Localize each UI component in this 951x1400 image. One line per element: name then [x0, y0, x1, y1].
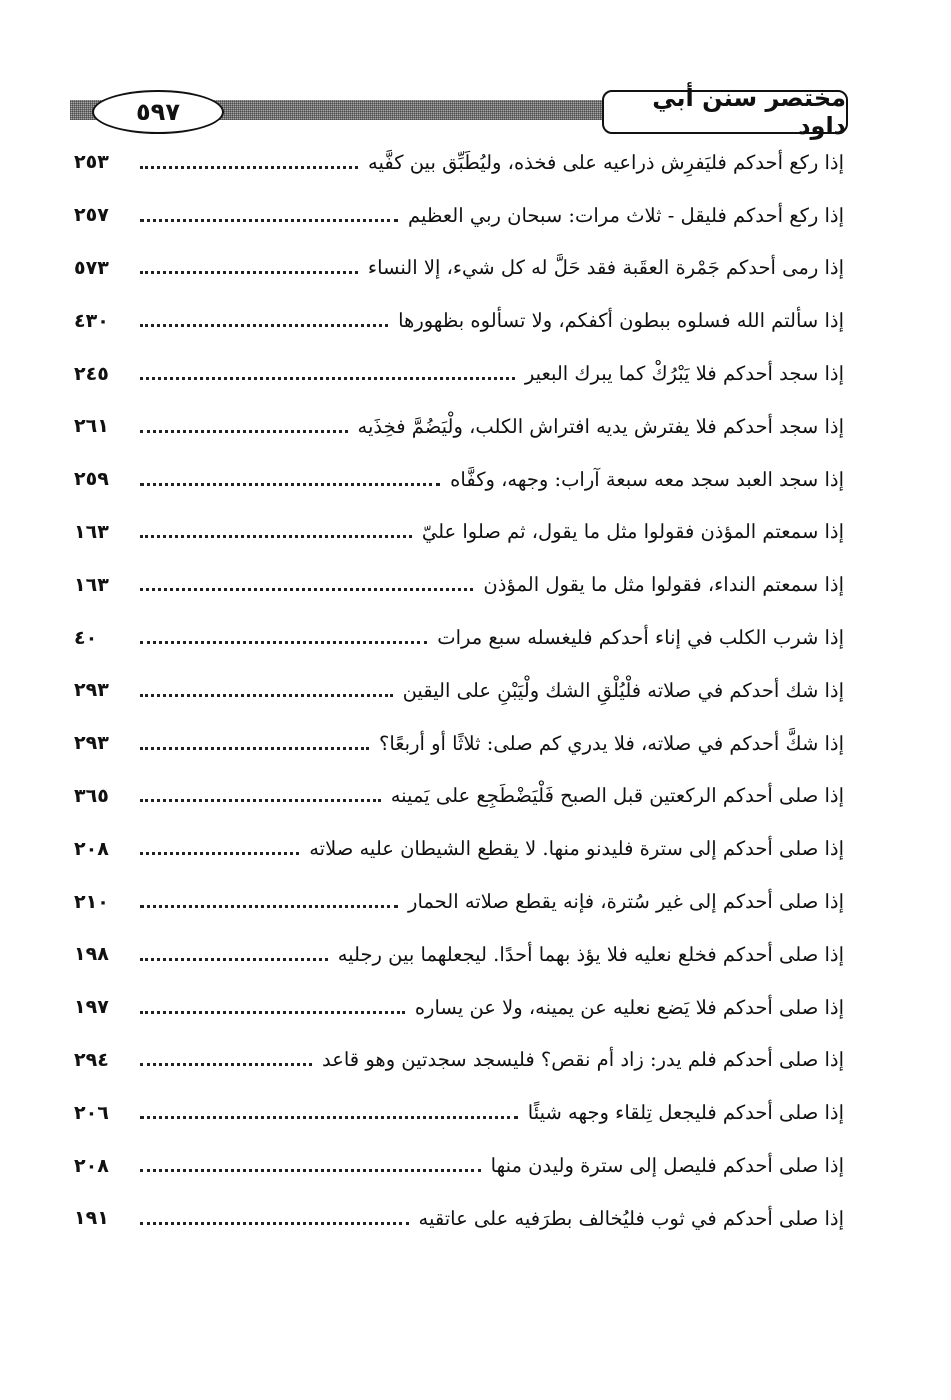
entry-text: إذا صلى أحدكم فليصل إلى سترة وليدن منها — [490, 1154, 844, 1178]
index-entry — [74, 611, 844, 664]
entry-page-number: ٢١٠ — [74, 890, 109, 913]
entry-text: إذا شك أحدكم في صلاته فلْيُلْقِ الشك ولْيَبْنِ على اليقين — [402, 678, 844, 702]
index-entry — [74, 242, 844, 295]
index-entry — [74, 981, 844, 1034]
index-entry — [74, 558, 844, 611]
entry-page-number: ٤٣٠ — [74, 309, 109, 332]
index-entry — [74, 1139, 844, 1192]
entry-page-number: ٢٠٨ — [74, 1154, 109, 1177]
leader-dots — [140, 166, 358, 169]
entry-text: إذا سمعتم النداء، فقولوا مثل ما يقول المؤذن — [483, 573, 844, 597]
entry-page-number: ٢٩٣ — [74, 679, 109, 702]
entry-page-number: ٢٠٦ — [74, 1101, 109, 1124]
index-entry — [74, 294, 844, 347]
leader-dots — [140, 641, 427, 644]
entry-text: إذا صلى أحدكم إلى سترة فليدنو منها. لا يقطع الشيطان عليه صلاته — [309, 837, 844, 861]
leader-dots — [140, 377, 515, 380]
leader-dots — [140, 219, 398, 222]
entry-text: إذا ركع أحدكم فليَفرِش ذراعيه على فخذه، وليُطَبِّق بين كفَّيه — [368, 150, 844, 174]
entry-text: إذا صلى أحدكم فخلع نعليه فلا يؤذ بهما أحدًا. ليجعلهما بين رجليه — [337, 942, 844, 966]
index-entry — [74, 1192, 844, 1245]
entry-page-number: ١٩٨ — [74, 943, 109, 966]
entry-text: إذا رمى أحدكم جَمْرة العقَبة فقد حَلَّ له كل شيء، إلا النساء — [367, 256, 844, 280]
entry-page-number: ١٩١ — [74, 1207, 109, 1230]
entry-page-number: ٢٥٩ — [74, 468, 109, 491]
leader-dots — [140, 852, 299, 855]
index-entry — [74, 822, 844, 875]
leader-dots — [140, 1169, 481, 1172]
index-entry — [74, 928, 844, 981]
leader-dots — [140, 747, 369, 750]
page-number: ٥٩٧ — [92, 90, 224, 134]
index-entry — [74, 717, 844, 770]
index-entry — [74, 875, 844, 928]
book-title: مختصر سنن أبي داود — [602, 90, 848, 134]
entry-text: إذا صلى أحدكم الركعتين قبل الصبح فَلْيَضْطَجِع على يَمينه — [390, 784, 844, 808]
entry-text: إذا صلى أحدكم فلا يَضع نعليه عن يمينه، ولا عن يساره — [414, 995, 844, 1019]
entry-page-number: ٢٦١ — [74, 415, 109, 438]
entry-page-number: ٢٩٤ — [74, 1048, 109, 1071]
entry-page-number: ٢٥٣ — [74, 151, 109, 174]
leader-dots — [140, 905, 398, 908]
index-entry — [74, 1034, 844, 1087]
entry-page-number: ٢٠٨ — [74, 837, 109, 860]
index-entry — [74, 506, 844, 559]
entry-page-number: ٥٧٣ — [74, 256, 109, 279]
entry-page-number: ٢٩٣ — [74, 732, 109, 755]
index-entry — [74, 400, 844, 453]
entry-text: إذا صلى أحدكم في ثوب فليُخالف بطرَفيه على عاتقيه — [418, 1206, 844, 1230]
entry-page-number: ٤٠ — [74, 626, 98, 649]
entry-text: إذا صلى أحدكم فليجعل تِلقاء وجهه شيئًا — [527, 1101, 844, 1125]
leader-dots — [140, 799, 381, 802]
entry-text: إذا صلى أحدكم إلى غير سُترة، فإنه يقطع صلاته الحمار — [408, 890, 844, 914]
entry-text: إذا شرب الكلب في إناء أحدكم فليغسله سبع مرات — [437, 626, 844, 650]
index-entry — [74, 1086, 844, 1139]
index-entry — [74, 453, 844, 506]
index-list — [74, 136, 844, 1245]
leader-dots — [140, 694, 393, 697]
leader-dots — [140, 535, 412, 538]
leader-dots — [140, 324, 388, 327]
entry-text: إذا صلى أحدكم فلم يدر: زاد أم نقص؟ فليسجد سجدتين وهو قاعد — [322, 1048, 844, 1072]
leader-dots — [140, 958, 328, 961]
entry-page-number: ١٩٧ — [74, 996, 109, 1019]
leader-dots — [140, 483, 440, 486]
page-header — [70, 84, 848, 140]
leader-dots — [140, 1011, 405, 1014]
entry-text: إذا سجد أحدكم فلا يَبْرُكْ كما يبرك البعير — [524, 362, 844, 386]
leader-dots — [140, 1116, 518, 1119]
entry-page-number: ٣٦٥ — [74, 784, 109, 807]
leader-dots — [140, 1063, 312, 1066]
entry-page-number: ١٦٣ — [74, 573, 109, 596]
entry-page-number: ١٦٣ — [74, 520, 109, 543]
index-entry — [74, 347, 844, 400]
entry-text: إذا سمعتم المؤذن فقولوا مثل ما يقول، ثم صلوا عليّ — [421, 520, 844, 544]
leader-dots — [140, 271, 358, 274]
entry-text: إذا سألتم الله فسلوه ببطون أكفكم، ولا تسألوه بظهورها — [398, 309, 844, 333]
entry-page-number: ٢٤٥ — [74, 362, 109, 385]
index-entry — [74, 189, 844, 242]
entry-text: إذا سجد أحدكم فلا يفترش يديه افتراش الكلب، ولْيَضُمَّ فخِذَيه — [357, 414, 844, 438]
leader-dots — [140, 430, 348, 433]
index-entry — [74, 664, 844, 717]
entry-page-number: ٢٥٧ — [74, 204, 109, 227]
entry-text: إذا ركع أحدكم فليقل - ثلاث مرات: سبحان ربي العظيم — [408, 203, 844, 227]
index-entry — [74, 136, 844, 189]
leader-dots — [140, 1222, 409, 1225]
leader-dots — [140, 588, 473, 591]
entry-text: إذا سجد العبد سجد معه سبعة آراب: وجهه، وكفَّاه — [450, 467, 844, 491]
entry-text: إذا شكَّ أحدكم في صلاته، فلا يدري كم صلى: ثلاثًا أو أربعًا؟ — [378, 731, 844, 755]
index-entry — [74, 770, 844, 823]
